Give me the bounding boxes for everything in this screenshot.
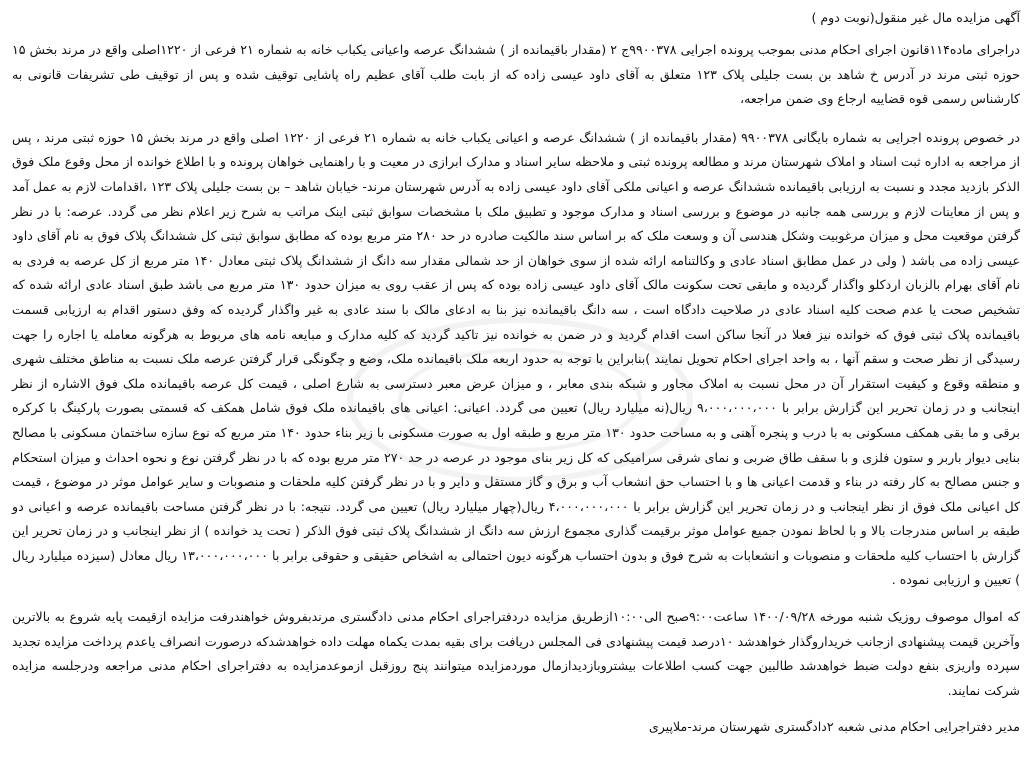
appraisal-paragraph: در خصوص پرونده اجرایی به شماره بایگانی ۹۹۰۰۳۷۸ (مقدار باقیمانده از ) ششدانگ عرصه و اعیانی یکباب خانه به شماره ۲۱ فرعی از ۱۲۲۰ اصلی واقع در مرند بخش ۱۵ حوزه ثبتی مرند ، پس از مراجعه به اداره ثبت اسناد و املاک شهرستان مرند و مطالعه پرونده ثبتی و ملاحظه سایر اسناد و مدارک ابرازی در معیت و با راهنمایی خواهان پرونده و با اطلاع خوانده از محل وقوع ملک فوق الذکر بازدید مجدد و نسبت به ارزیابی باقیمانده ششدانگ عرصه و اعیانی ملکی آقای داود عیسی زاده به آدرس شهرستان مرند- خیابان شاهد – بن بست جلیلی پلاک ۱۲۳ ،اقدامات لازم به عمل آمد و پس از معاینات لازم و بررسی همه جانبه در موضوع و بررسی اسناد و مدارک موجود و تطبیق ملک با مشخصات سوابق ثبتی اینک مراتب به شرح زیر اعلام نظر می گردد. عرصه: با در نظر گرفتن موقعیت محل و میزان مرغوبیت وشکل هندسی آن و وسعت ملک که بر اساس سند مالکیت صادره در حد ۲۸۰ متر مربع بوده که مطابق سوابق ثبتی کل ششدانگ پلاک فوق به نام آقای داود عیسی زاده می باشد ( ولی در عمل مطابق اسناد عادی و وکالتنامه ارائه شده از سوی خواهان از حد شمالی مقدار سه دانگ از ششدانگ پلاک ثبتی معادل ۱۴۰ متر مربع از کل عرصه به فردی به نام آقای بهرام بالزبان اردکلو واگذار گردیده و مابقی تحت سکونت مالک آقای داود عیسی زاده بوده که پس از عقب روی به میزان حدود ۱۳۰ متر مربع می باشد طبق اسناد عادی ارائه شده که تشخیص صحت یا عدم صحت کلیه اسناد عادی در صلاحیت دادگاه است ، سه دانگ باقیمانده نیز بنا به ادعای مالک با سند عادی به غیر واگذار گردیده که وفق دستور اقدام به ارزیابی قسمت باقیمانده پلاک ثبتی فوق که خوانده نیز فعلا در آنجا ساکن است اقدام گردید و در ضمن به خوانده نیز تاکید گردید که کلیه مدارک و مبایعه نامه های مربوط به هرگونه معامله یا اجاره را جهت رسیدگی از نظر صحت و سقم آنها ، به واحد اجرای احکام تحویل نمایند )بنابراین با توجه به حدود اربعه ملک باقیمانده ملک، وضع و چگونگی قرار گرفتن عرصه ملک نسبت به مناطق مختلف شهری و منطقه وقوع و کیفیت استقرار آن در محل نسبت به املاک مجاور و شبکه بندی معابر ، و میزان عرض معبر دسترسی به شارع اصلی ، قیمت کل عرصه باقیمانده ملک فوق الاشاره از نظر اینجانب و در زمان تحریر این گزارش برابر با ۹،۰۰۰،۰۰۰،۰۰۰ ریال(نه میلیارد ریال) تعیین می گردد. اعیانی: اعیانی های باقیمانده ملک فوق شامل همکف که قسمتی بصورت پارکینگ با کرکره برقی و ما بقی همکف مسکونی به با درب و پنجره آهنی و به مساحت حدود ۱۳۰ متر مربع و طبقه اول به صورت مسکونی با زیر بناء حدود ۱۴۰ متر مربع که نوع سازه ساختمان مسکونی با مصالح بنایی دیوار باربر و ستون فلزی و با سقف طاق ضربی و نمای شرقی سرامیکی که کل زیر بنای موجود در عرصه در حد ۲۷۰ متر مربع بوده که با در نظر گرفتن نوع و نحوه احداث و میزان استحکام و جنس مصالح به کار رفته در بناء و قدمت اعیانی ها و با احتساب حق انشعاب آب و برق و گاز مستقل و دایر و با در نظر گرفتن کلیه ملحقات و منصوبات و سایر عوامل موثر در موضوع ، قیمت کل اعیانی ملک فوق از نظر اینجانب و در زمان تحریر این گزارش برابر با ۴،۰۰۰،۰۰۰،۰۰۰ ریال(چهار میلیارد ریال) تعیین می گردد. نتیجه: با در نظر گرفتن مساحت باقیمانده عرصه و اعیانی دو طبقه بر اساس مندرجات بالا و با لحاظ نمودن جمیع عوامل موثر برقیمت گذاری مجموع ارزش سه دانگ از ششدانگ پلاک ثبتی فوق الذکر ( تحت ید خوانده ) از نظر اینجانب و در زمان تحریر این گزارش با احتساب کلیه ملحقات و منصوبات و انشعابات به شرح فوق و بدون احتساب هرگونه دیون احتمالی به اشخاص حقیقی و حقوقی برابر با ۱۳،۰۰۰،۰۰۰،۰۰۰ ریال معادل (سیزده میلیارد ریال ) تعیین و ارزیابی نموده . xyxy=(12,129,1021,588)
signature-line: مدیر دفتراجرایی احکام مدنی شعبه ۲دادگستری شهرستان مرند-ملاپیری xyxy=(648,719,1020,735)
auction-details-paragraph: که اموال موصوف روزیک شنبه مورخه ۱۴۰۰/۰۹/۲۸ ساعت۹:۰۰صبح الی۱۰:۰۰ازطریق مزایده دردفتراجرای احکام مدنی دادگستری مرندبفروش خواهندرفت مزایده ازقیمت پایه شروع به بالاترین وآخرین قیمت پیشنهادی ازجانب خریداروگذار خواهدشد ۱۰درصد قیمت پیشنهادی فی المجلس دریافت برای بقیه بمدت یکماه مهلت داده خواهدشدکه درصورت انصراف یاعدم پرداخت مزایده تجدید سپرده واریزی بنفع دولت ضبط خواهدشد طالبین جهت کسب اطلاعات بیشتروبازدیدازمال موردمزایده میتوانند پنج روزقبل ازموعدمزایده به دفتراجرای احکام مدنی مراجعه ودرجلسه مزایده شرکت نمایند. xyxy=(12,609,1020,698)
intro-paragraph: دراجرای ماده۱۱۴قانون اجرای احکام مدنی بموجب پرونده اجرایی ۹۹۰۰۳۷۸ج ۲ (مقدار باقیمانده از ) ششدانگ عرصه واعیانی یکباب خانه به شماره ۲۱ فرعی از ۱۲۲۰اصلی واقع در مرند بخش ۱۵ حوزه ثبتی مرند در آدرس خ شاهد بن بست جلیلی پلاک ۱۲۳ متعلق به آقای داود عیسی زاده که از بابت طلب آقای عظیم راه پاشایی توقیف شده و پس از توقیف طی تشریفات قانونی به کارشناس رسمی قوه قضاییه ارجاع وی ضمن مراجعه، xyxy=(12,42,1020,107)
announcement-title: آگهی مزایده مال غیر منقول(نوبت دوم ) xyxy=(811,10,1020,25)
